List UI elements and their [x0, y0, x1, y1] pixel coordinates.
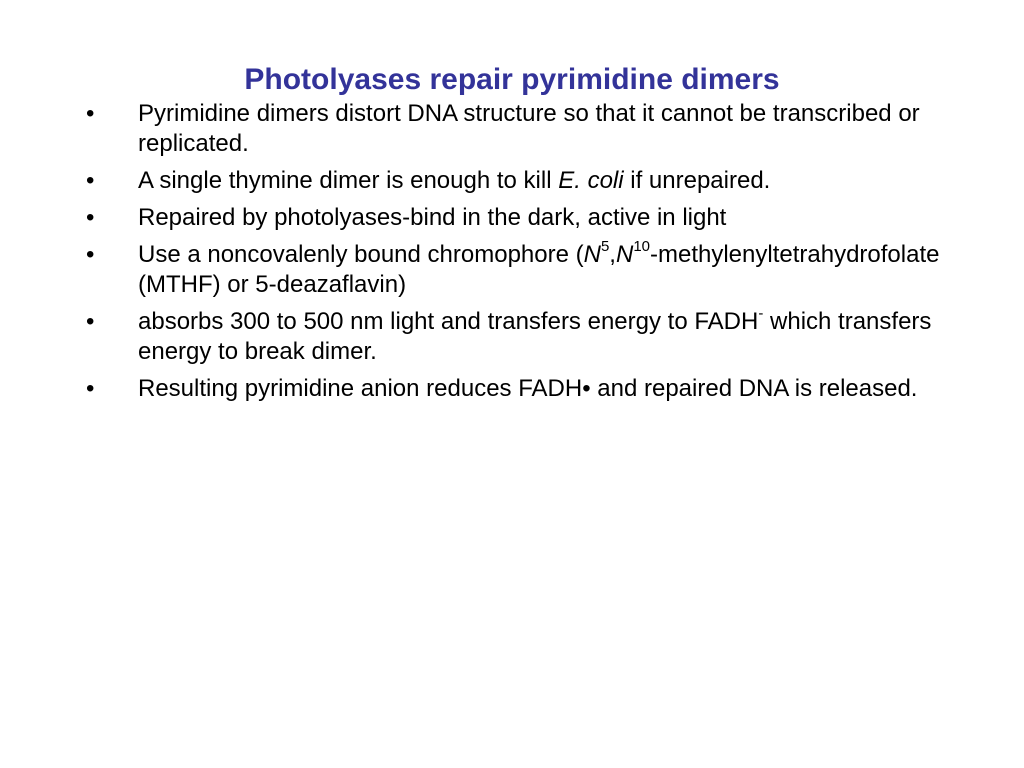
bullet-text-part: if unrepaired. — [623, 167, 771, 194]
bullet-text — [138, 305, 932, 365]
bullet-text-part: N — [583, 241, 601, 268]
bullet-text-part: Pyrimidine dimers distort DNA structure so that it cannot be transcribed or replicated. — [138, 100, 920, 157]
bullet-dot-icon: • — [86, 241, 95, 268]
bullet-item — [86, 240, 976, 300]
bullet-list — [86, 99, 976, 411]
bullet-item — [86, 307, 976, 367]
bullet-item — [86, 166, 976, 196]
bullet-text-part: A single thymine dimer is enough to kill — [138, 167, 559, 194]
bullet-item — [86, 374, 976, 404]
bullet-dot-icon: • — [86, 308, 95, 335]
bullet-text-part: , — [609, 241, 616, 268]
bullet-text-part: - — [758, 305, 764, 322]
bullet-text-part: E. coli — [558, 167, 624, 194]
bullet-dot-icon: • — [86, 167, 95, 194]
bullet-text-part: 5 — [600, 238, 610, 255]
bullet-text-part: Use a noncovalenly bound chromophore ( — [138, 241, 584, 268]
bullet-item — [86, 203, 976, 233]
bullet-text-part: -methylenyltetrahydrofolate (MTHF) or 5-deazaflavin) — [138, 241, 940, 298]
bullet-text-part: N — [615, 241, 634, 268]
bullet-text-part: 10 — [633, 238, 650, 255]
bullet-text-part: Repaired by photolyases-bind in the dark, active in light — [138, 204, 727, 231]
bullet-text-part: absorbs 300 to 500 nm light and transfers energy to FADH — [138, 308, 759, 335]
bullet-text-part: which transfers energy to break dimer. — [138, 308, 932, 365]
bullet-text — [138, 167, 770, 194]
bullet-dot-icon: • — [86, 100, 95, 127]
bullet-text-part: Resulting pyrimidine anion reduces FADH• and repaired DNA is released. — [138, 375, 918, 402]
bullet-text — [138, 100, 920, 157]
slide-title: Photolyases repair pyrimidine dimers — [244, 63, 780, 97]
bullet-text — [138, 375, 917, 402]
bullet-dot-icon: • — [86, 204, 95, 231]
bullet-dot-icon: • — [86, 375, 95, 402]
bullet-text — [138, 238, 940, 298]
bullet-item — [86, 99, 976, 159]
bullet-text — [138, 204, 726, 231]
